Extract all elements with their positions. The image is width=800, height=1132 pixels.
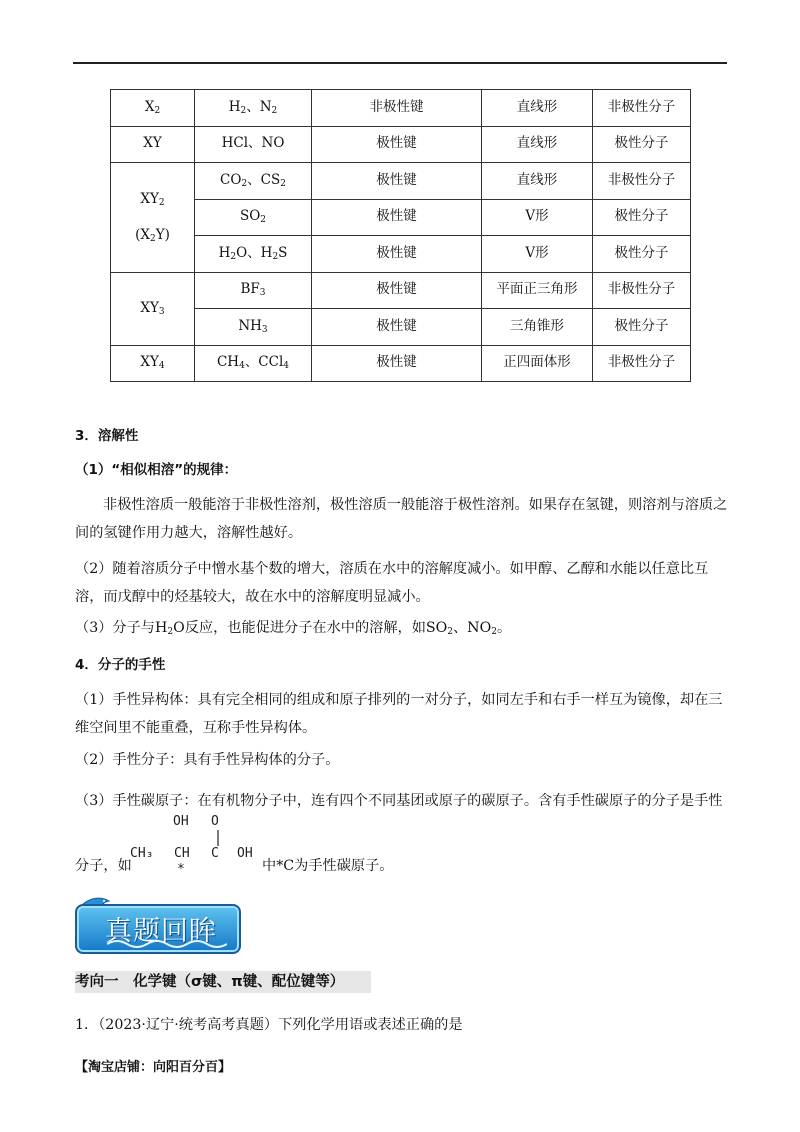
bond-cell: 极性键 [312, 163, 482, 200]
question-1: 1．（2023·辽宁·统考高考真题）下列化学用语或表述正确的是 [75, 1017, 463, 1033]
paragraph: （2）手性分子：具有手性异构体的分子。 [75, 752, 340, 768]
bond-cell: 极性键 [312, 199, 482, 236]
type-cell: $XY_4$ [111, 345, 195, 382]
formula-star-marker: * [177, 862, 185, 877]
section-title: 考向一 化学键（σ键、π键、配位键等） [75, 974, 345, 990]
polarity-cell: 极性分子 [593, 126, 691, 163]
formula-methyl: CH₃ [130, 846, 154, 861]
banner-label: 真题回眸 [105, 916, 217, 947]
formula-oxygen-top: O [211, 814, 219, 829]
table-row [111, 345, 691, 382]
polarity-cell: 非极性分子 [593, 90, 691, 127]
example-cell: $H_2$、$N_2$ [195, 90, 312, 127]
shape-cell: 直线形 [482, 90, 593, 127]
table-row [111, 236, 691, 273]
example-cell: $NH_3$ [195, 309, 312, 346]
table-row [111, 126, 691, 163]
example-cell: $BF_3$ [195, 272, 312, 309]
formula-carbonyl-carbon: C [211, 846, 219, 861]
polarity-cell: 极性分子 [593, 236, 691, 273]
paragraph: （3）分子与$H_2O$反应，也能促进分子在水中的溶解，如$SO_2$、$NO_2$。 [75, 620, 512, 637]
shape-cell: 平面正三角形 [482, 272, 593, 309]
formula-hydroxyl-top: OH [173, 814, 189, 829]
table-row [111, 90, 691, 127]
polarity-cell: 极性分子 [593, 199, 691, 236]
molecule-polarity-table [110, 89, 691, 382]
subheading-like-dissolves-like: （1）“相似相溶”的规律： [75, 462, 238, 478]
formula-chiral-carbon: CH [174, 846, 190, 861]
polarity-cell: 极性分子 [593, 309, 691, 346]
polarity-cell: 非极性分子 [593, 272, 691, 309]
polarity-cell: 非极性分子 [593, 345, 691, 382]
footer-shop: 【淘宝店铺：向阳百分百】 [75, 1060, 232, 1075]
shape-cell: 直线形 [482, 163, 593, 200]
bond-cell: 极性键 [312, 272, 482, 309]
shape-cell: V形 [482, 199, 593, 236]
paragraph: （2）随着溶质分子中憎水基个数的增大，溶质在水中的溶解度减小。如甲醇、乙醇和水能以任意比互溶，而戊醇中的烃基较大，故在水中的溶解度明显减小。 [75, 561, 709, 605]
paragraph: （3）手性碳原子：在有机物分子中，连有四个不同基团或原子的碳原子。含有手性碳原子的分子是手性 [75, 793, 723, 809]
paragraph: 非极性溶质一般能溶于非极性溶剂，极性溶质一般能溶于极性溶剂。如果存在氢键，则溶剂与溶质之间的氢键作用力越大，溶解性越好。 [75, 497, 728, 541]
table-row [111, 163, 691, 200]
shape-cell: 正四面体形 [482, 345, 593, 382]
shape-cell: V形 [482, 236, 593, 273]
shape-cell: 直线形 [482, 126, 593, 163]
exam-review-banner [75, 904, 241, 954]
section-heading-chirality: 4．分子的手性 [75, 657, 166, 673]
bond-cell: 极性键 [312, 236, 482, 273]
paragraph-fragment: 中*C为手性碳原子。 [262, 858, 394, 874]
type-cell: $XY_2$ $(X_2Y)$ [111, 163, 195, 273]
shape-cell: 三角锥形 [482, 309, 593, 346]
polarity-cell: 非极性分子 [593, 163, 691, 200]
example-cell: $H_2O$、$H_2S$ [195, 236, 312, 273]
type-cell: XY [111, 126, 195, 163]
type-cell: $X_2$ [111, 90, 195, 127]
section-heading-solubility: 3．溶解性 [75, 428, 139, 444]
formula-hydroxyl: OH [237, 846, 253, 861]
example-cell: $CH_4$、CCl$_4$ [195, 345, 312, 382]
bond-cell: 非极性键 [312, 90, 482, 127]
paragraph-fragment: 分子，如 [75, 858, 132, 874]
wave-icon [107, 938, 227, 948]
example-cell: HCl、NO [195, 126, 312, 163]
bond-cell: 极性键 [312, 309, 482, 346]
example-cell: $CO_2$、$CS_2$ [195, 163, 312, 200]
table-row [111, 272, 691, 309]
bond-cell: 极性键 [312, 126, 482, 163]
example-cell: $SO_2$ [195, 199, 312, 236]
header-rule [73, 62, 727, 64]
table-row [111, 199, 691, 236]
type-cell: $XY_3$ [111, 272, 195, 345]
table-row [111, 309, 691, 346]
paragraph: （1）手性异构体：具有完全相同的组成和原子排列的一对分子，如同左手和右手一样互为镜像，却在三维空间里不能重叠，互称手性异构体。 [75, 692, 723, 736]
bond-cell: 极性键 [312, 345, 482, 382]
